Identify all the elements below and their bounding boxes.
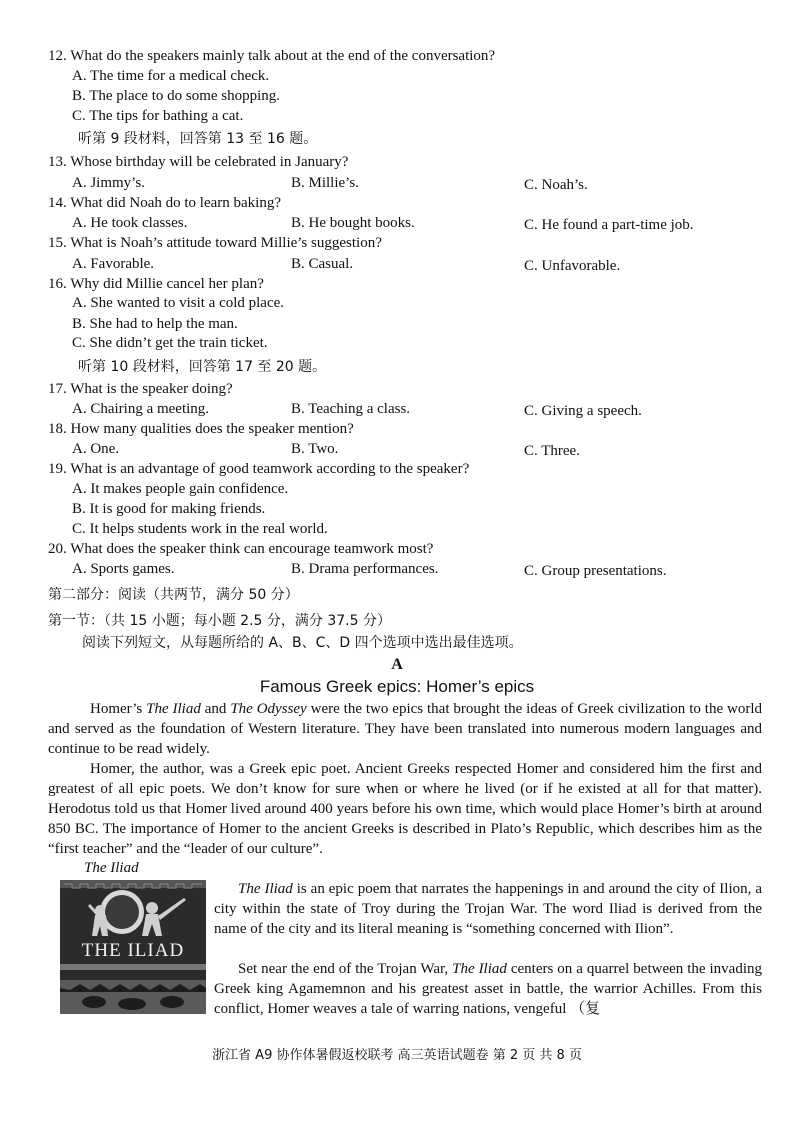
question-15-stem: 15. What is Noah’s attitude toward Millie’s suggestion? <box>48 235 382 251</box>
question-15-option-a: A. Favorable. <box>72 256 155 272</box>
question-19-option-b: B. It is good for making friends. <box>72 501 266 517</box>
question-16-option-a: A. She wanted to visit a cold place. <box>72 295 285 311</box>
iliad-book-cover-image <box>60 880 206 1014</box>
question-14-option-c: C. He found a part-time job. <box>524 217 694 233</box>
p3-title-iliad: The Iliad <box>238 881 293 897</box>
question-12-option-c: C. The tips for bathing a cat. <box>72 108 244 124</box>
material-10-instruction: 听第 10 段材料，回答第 17 至 20 题。 <box>78 359 327 375</box>
question-16-option-c: C. She didn’t get the train ticket. <box>72 335 268 351</box>
question-13-stem: 13. Whose birthday will be celebrated in January? <box>48 154 349 170</box>
p4-text-2: centers on a quarrel between the invading Greek king Agamemnon and his greatest asset in battle, the warrior Achilles. From this conflict, Homer weaves a tale of warring nations, vengeful （复 <box>214 961 762 1017</box>
question-13-option-b: B. Millie’s. <box>291 175 359 191</box>
question-17-stem: 17. What is the speaker doing? <box>48 381 233 397</box>
question-14-stem: 14. What did Noah do to learn baking? <box>48 195 281 211</box>
question-15-option-b: B. Casual. <box>291 256 354 272</box>
question-19-stem: 19. What is an advantage of good teamwork according to the speaker? <box>48 461 470 477</box>
question-20-option-a: A. Sports games. <box>72 561 175 577</box>
p4-text-1: Set near the end of the Trojan War, <box>238 961 453 977</box>
p1-title-iliad: The Iliad <box>146 701 201 717</box>
p3-text-1: is an epic poem that narrates the happenings in and around the city of Ilion, a city within the state of Troy during the Trojan War. The word Iliad is derived from the name of the city and its literal meaning is “something concerned with Ilion”. <box>214 881 762 937</box>
question-17-option-a: A. Chairing a meeting. <box>72 401 210 417</box>
p1-title-odyssey: The Odyssey <box>230 701 307 717</box>
question-16-stem: 16. Why did Millie cancel her plan? <box>48 276 264 292</box>
question-14-option-b: B. He bought books. <box>291 215 415 231</box>
p1-text-3: were the two epics that brought the ideas of Greek civilization to the world and served as the foundation of Western literature. They have been translated into numerous modern languages and continue to be read widely. <box>48 701 762 757</box>
passage-paragraph-3 <box>214 879 762 939</box>
question-18-option-b: B. Two. <box>291 441 339 457</box>
question-19-option-c: C. It helps students work in the real world. <box>72 521 328 537</box>
passage-paragraph-1 <box>48 699 762 759</box>
question-18-option-c: C. Three. <box>524 443 580 459</box>
question-17-option-c: C. Giving a speech. <box>524 403 642 419</box>
passage-paragraph-2: Homer, the author, was a Greek epic poet. Ancient Greeks respected Homer and considered him the first and greatest of all epic poets. We don’t know for sure when or where he lived (or if he existed at all for that matter). Herodotus told us that Homer lived around 400 years before his own time, which would place Homer’s birth at around 850 BC. The importance of Homer to the ancient Greeks is described in Plato’s Republic, which describes him as the “first teacher” and the “leader of our culture”. <box>48 761 762 857</box>
question-12-option-b: B. The place to do some shopping. <box>72 88 281 104</box>
question-14-option-a: A. He took classes. <box>72 215 188 231</box>
question-20-option-b: B. Drama performances. <box>291 561 439 577</box>
question-12-option-a: A. The time for a medical check. <box>72 68 270 84</box>
book-cover-title: THE ILIAD <box>81 940 185 961</box>
p4-title-iliad: The Iliad <box>452 961 507 977</box>
section-1-heading: 第一节：（共 15 小题；每小题 2.5 分，满分 37.5 分） <box>48 613 391 629</box>
question-13-option-c: C. Noah’s. <box>524 177 588 193</box>
question-20-option-c: C. Group presentations. <box>524 563 667 579</box>
material-9-instruction: 听第 9 段材料，回答第 13 至 16 题。 <box>78 131 318 147</box>
question-17-option-b: B. Teaching a class. <box>291 401 411 417</box>
subheading-the-iliad: The Iliad <box>84 860 139 876</box>
part-2-heading: 第二部分：阅读（共两节，满分 50 分） <box>48 587 299 603</box>
passage-title: Famous Greek epics: Homer’s epics <box>259 677 535 696</box>
p1-text-1: Homer’s <box>90 701 147 717</box>
passage-letter: A <box>391 656 403 673</box>
reading-directions: 阅读下列短文，从每题所给的 A、B、C、D 四个选项中选出最佳选项。 <box>82 635 523 651</box>
question-13-option-a: A. Jimmy’s. <box>72 175 145 191</box>
question-20-stem: 20. What does the speaker think can encourage teamwork most? <box>48 541 434 557</box>
question-12-stem: 12. What do the speakers mainly talk about at the end of the conversation? <box>48 48 496 64</box>
question-18-stem: 18. How many qualities does the speaker mention? <box>48 421 354 437</box>
question-16-option-b: B. She had to help the man. <box>72 316 238 332</box>
question-19-option-a: A. It makes people gain confidence. <box>72 481 289 497</box>
question-18-option-a: A. One. <box>72 441 120 457</box>
page-footer: 浙江省 A9 协作体暑假返校联考 高三英语试题卷 第 2 页 共 8 页 <box>212 1048 582 1063</box>
question-15-option-c: C. Unfavorable. <box>524 258 621 274</box>
p1-text-2: and <box>200 701 231 717</box>
passage-paragraph-4 <box>214 959 762 1019</box>
